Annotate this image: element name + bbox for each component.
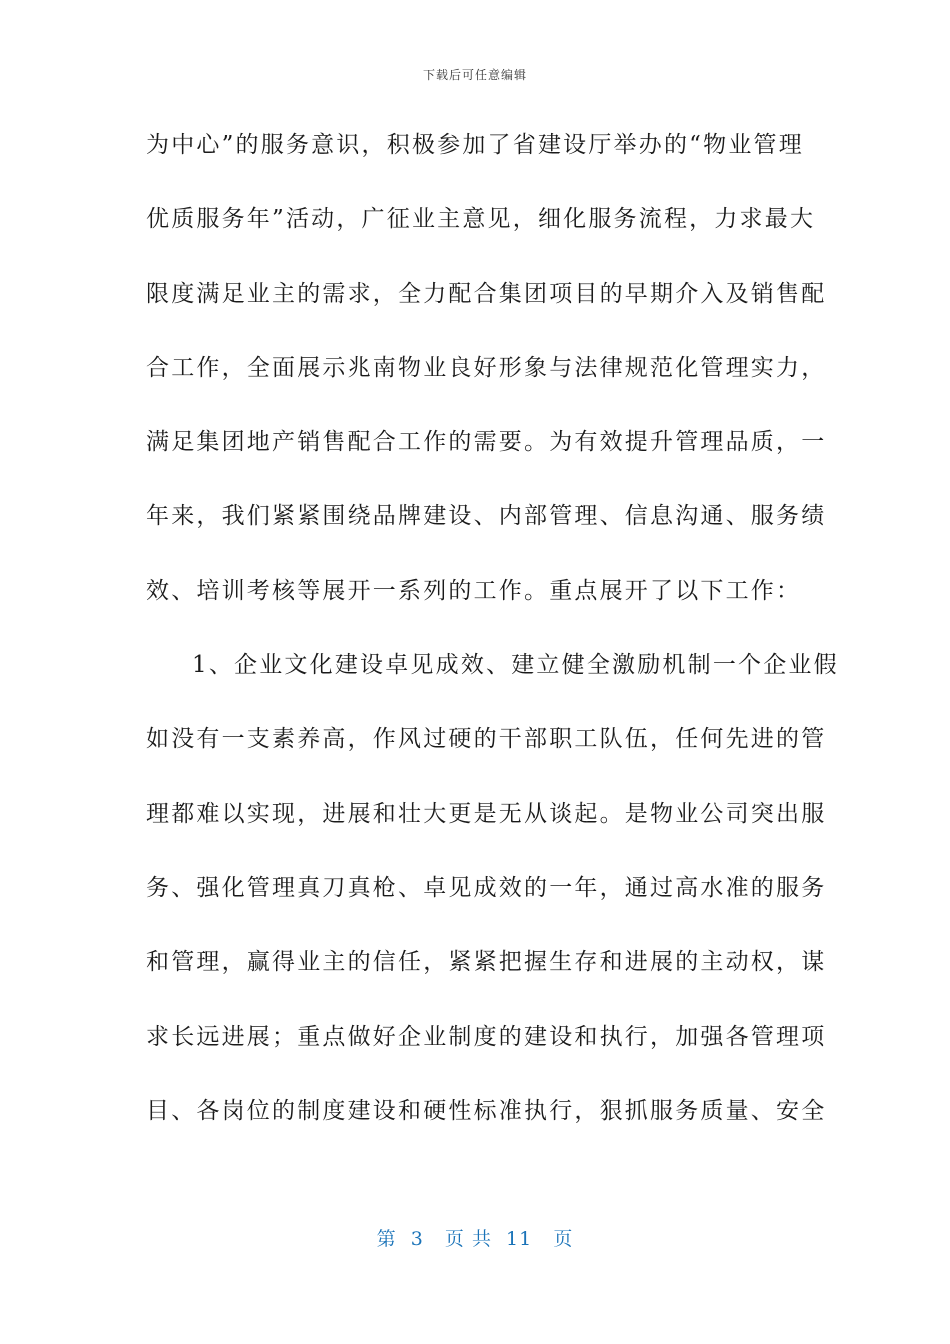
page-header-note: 下载后可任意编辑 bbox=[422, 68, 527, 82]
page-number-footer: 第 3 页 共 11 页 bbox=[376, 1228, 574, 1250]
text-line: 满足集团地产销售配合工作的需要。为有效提升管理品质，一 bbox=[146, 429, 827, 456]
text-line: 理都难以实现，进展和壮大更是无从谈起。是物业公司突出服 bbox=[146, 800, 827, 827]
document-body bbox=[146, 108, 839, 1148]
section-heading-line: 1、企业文化建设卓见成效、建立健全激励机制一个企业假 bbox=[192, 652, 839, 679]
text-line: 和管理，赢得业主的信任，紧紧把握生存和进展的主动权，谋 bbox=[146, 949, 827, 976]
text-line: 为中心”的服务意识，积极参加了省建设厅举办的“物业管理 bbox=[146, 132, 804, 158]
text-line: 年来，我们紧紧围绕品牌建设、内部管理、信息沟通、服务绩 bbox=[146, 503, 827, 530]
text-line: 限度满足业主的需求，全力配合集团项目的早期介入及销售配 bbox=[146, 280, 827, 307]
text-line: 务、强化管理真刀真枪、卓见成效的一年，通过高水准的服务 bbox=[146, 874, 827, 901]
text-line: 目、各岗位的制度建设和硬性标准执行，狠抓服务质量、安全 bbox=[146, 1097, 827, 1124]
text-line: 求长远进展；重点做好企业制度的建设和执行，加强各管理项 bbox=[146, 1023, 827, 1050]
text-line: 效、培训考核等展开一系列的工作。重点展开了以下工作： bbox=[146, 577, 802, 604]
text-line: 如没有一支素养高，作风过硬的干部职工队伍，任何先进的管 bbox=[146, 726, 827, 753]
text-line: 优质服务年”活动，广征业主意见，细化服务流程，力求最大 bbox=[146, 206, 816, 233]
text-line: 合工作，全面展示兆南物业良好形象与法律规范化管理实力， bbox=[146, 354, 827, 381]
